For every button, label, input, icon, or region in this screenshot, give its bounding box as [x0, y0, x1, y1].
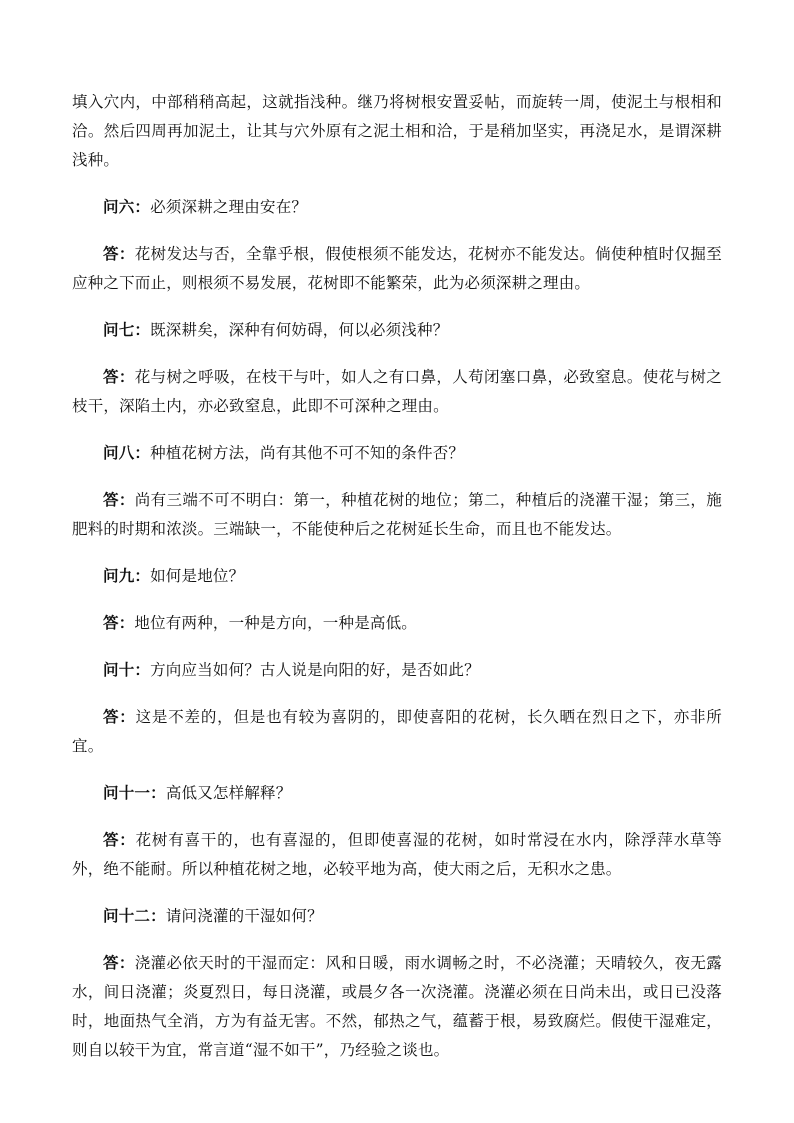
answer-12: [72, 948, 722, 1065]
answer-label: 答：: [103, 244, 135, 263]
answer-9: [72, 608, 722, 638]
question-label: 问九：: [103, 566, 151, 585]
intro-paragraph: 填入穴内，中部稍稍高起，这就指浅种。继乃将树根安置妥帖，而旋转一周，使泥土与根相和洽。然后四周再加泥土，让其与穴外原有之泥土相和洽，于是稍加坚实，再浇足水，是谓深耕浅种。: [72, 93, 722, 169]
answer-label: 答：: [103, 953, 135, 972]
question-label: 问十一：: [103, 783, 166, 802]
question-9: [72, 561, 722, 591]
answer-text: 花与树之呼吸，在枝干与叶，如人之有口鼻，人苟闭塞口鼻，必致窒息。使花与树之枝干，深陷土内，亦必致窒息，此即不可深种之理由。: [72, 368, 723, 415]
answer-text: 花树发达与否，全靠乎根，假使根须不能发达，花树亦不能发达。倘使种植时仅掘至应种之下而止，则根须不易发展，花树即不能繁荣，此为必须深耕之理由。: [72, 245, 723, 292]
question-12: [72, 901, 722, 931]
answer-text: 花树有喜干的，也有喜湿的，但即使喜湿的花树，如时常浸在水内，除浮萍水草等外，绝不能耐。所以种植花树之地，必较平地为高，使大雨之后，无积水之患。: [72, 831, 723, 878]
answer-7: [72, 362, 722, 421]
question-10: [72, 655, 722, 685]
question-text: 高低又怎样解释？: [165, 784, 292, 802]
question-text: 如何是地位？: [150, 567, 245, 585]
question-text: 既深耕矣，深种有何妨碍，何以必须浅种？: [150, 321, 449, 339]
question-label: 问十二：: [103, 906, 166, 925]
question-text: 请问浇灌的干湿如何？: [165, 907, 323, 925]
answer-text: 浇灌必依天时的干湿而定：风和日暖，雨水调畅之时，不必浇灌；天晴较久，夜无露水，间日浇灌；炎夏烈日，每日浇灌，或晨夕各一次浇灌。浇灌必须在日尚未出，或日已没落时，地面热气全消，方为有益无害。不然，郁热之气，蕴蓄于根，易致腐烂。假使干湿难定，则自以较干为宜，常言道“湿不如干”，乃经验之谈也。: [72, 954, 723, 1059]
answer-label: 答：: [103, 707, 136, 726]
answer-text: 这是不差的，但是也有较为喜阴的，即使喜阳的花树，长久晒在烈日之下，亦非所宜。: [72, 708, 723, 755]
answer-6: [72, 239, 722, 298]
question-11: [72, 778, 722, 808]
question-label: 问十：: [103, 660, 151, 679]
question-7: [72, 315, 722, 345]
question-label: 问七：: [103, 320, 151, 339]
answer-text: 地位有两种，一种是方向，一种是高低。: [134, 614, 418, 632]
question-label: 问六：: [103, 197, 151, 216]
question-text: 必须深耕之理由安在？: [150, 198, 308, 216]
document-page: [72, 88, 722, 1082]
answer-11: [72, 825, 722, 884]
answer-label: 答：: [103, 367, 135, 386]
answer-10: [72, 702, 722, 761]
answer-text: 尚有三端不可不明白：第一，种植花树的地位；第二，种植后的浇灌干湿；第三，施肥料的时期和浓淡。三端缺一，不能使种后之花树延长生命，而且也不能发达。: [72, 491, 723, 538]
answer-8: [72, 485, 722, 544]
question-text: 种植花树方法，尚有其他不可不知的条件否？: [150, 444, 465, 462]
question-6: [72, 192, 722, 222]
answer-label: 答：: [103, 490, 135, 509]
answer-label: 答：: [103, 830, 136, 849]
question-text: 方向应当如何？古人说是向阳的好，是否如此？: [150, 661, 480, 679]
question-8: [72, 438, 722, 468]
question-label: 问八：: [103, 443, 151, 462]
answer-label: 答：: [103, 613, 135, 632]
